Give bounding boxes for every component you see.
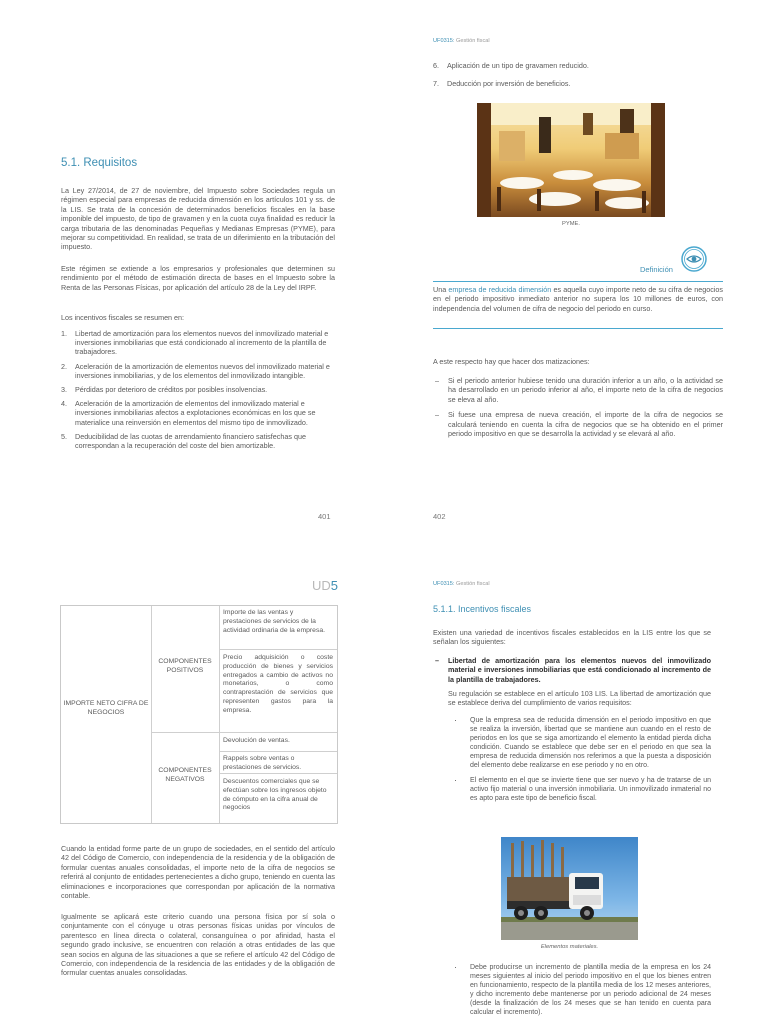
subsection-title: 5.1.1. Incentivos fiscales [433,604,532,614]
list-item: – Si el periodo anterior hubiese tenido una duración inferior a un año, o la actividad se ha desarrollado en un periodo inferior al año, el importe neto de la cifra de negocios se eleva al año. [433,376,723,404]
photo-caption: PYME. [561,221,581,227]
incentive-list [433,656,711,690]
table-cell: Precio adquisición o coste producción de bienes y servicios entregados a cambio de activos no monetarios, o como contraprestación de servicios que representen gastos para la empresa. [223,654,333,714]
paragraph: La Ley 27/2014, de 27 de noviembre, del Impuesto sobre Sociedades regula un régimen especial para empresas de reducida dimensión en los artículos 101 y ss. de la LIS. Se trata de la concesión de determinados beneficios fiscales en la base imponible del impuesto, de tipo de gravamen y en la cuota cuya finalidad es reducir la carga tributaria de las denominadas Pequeñas y Medianas Empresas (PYME), para mejorar su competitividad. En realidad, se trata de un diferimiento en la tributación del impuesto. [61,186,335,252]
paragraph: Igualmente se aplicará este criterio cuando una persona física por sí sola o conjuntamente con el cónyuge u otras personas físicas unidas por vínculos de parentesco en línea directa o colateral, consanguínea o por afinidad, hasta el segundo grado inclusive, se encuentren con relación a otras entidades de las que sean socios en alguna de las situaciones a que se refiere el artículo 42 del Código de Comercio, con independencia de la residencia de las entidades y de la obligación de formular cuentas anuales consolidadas. [61,912,335,978]
list-item: – Si fuese una empresa de nueva creación, el importe de la cifra de negocios se calculará teniendo en cuenta la cifra de negocios que se ha obtenido en el primer periodo impositivo en que se desarrolla la actividad y se elevará al año. [433,410,723,438]
table-cell: Descuentos comerciales que se efectúan sobre los ingresos objeto de cómputo en la cifra anual de negocios [223,778,327,812]
matizaciones-list [433,376,723,444]
net-turnover-table [60,605,338,824]
list-item: · El elemento en el que se invierte tiene que ser nuevo y ha de tratarse de un activo fijo material o una inversión inmobiliaria. Un inmovilizado inmaterial no es apto para este tipo de beneficio fiscal. [448,776,711,803]
list-item: 2. Aceleración de la amortización de elementos nuevos del inmovilizado material e inversiones inmobiliarias, y de los elementos del inmovilizado intangible. [61,361,330,380]
paragraph: Los incentivos fiscales se resumen en: [61,313,185,322]
restaurant-illustration [477,103,665,217]
table-positive-label: COMPONENTES POSITIVOS [158,658,212,674]
page-number: 402 [433,512,446,521]
list-item: · Que la empresa sea de reducida dimensión en el periodo impositivo en que se realiza la inversión, libertad que se mantiene aun cuando en el resto de periodos en los que se siga amortizando el elemento la entidad pierda dicha condición. Cuando se establece que debe ser en el periodo en que sea la empresa de reducida dimensión nos referimos a que la puesta a disposición del elemento debe realizarse en ese periodo y no en otro. [448,716,711,770]
running-header: UF0315: Gestión fiscal [433,581,490,587]
table-cell: Devolución de ventas. [223,737,290,744]
requirements-list-continued [448,963,711,1023]
paragraph: Cuando la entidad forme parte de un grupo de sociedades, en el sentido del artículo 42 del Código de Comercio, con independencia de la residencia y de la obligación de formular cuentas anuales consolidadas, el importe neto de la cifra de negocios se referirá al conjunto de entidades pertenecientes a dicho grupo, teniendo en cuenta las eliminaciones e incorporaciones que correspondan por aplicación de la normativa contable. [61,844,335,901]
requirements-list [448,716,711,809]
page-403 [0,530,384,1024]
table-cell: Rappels sobre ventas o prestaciones de servicios. [223,755,302,771]
page-401 [0,0,384,530]
paragraph: Su regulación se establece en el artículo 103 LIS. La libertad de amortización que se establece deriva del cumplimiento de varios requisitos: [448,689,711,708]
restaurant-photo [477,103,665,217]
paragraph: Existen una variedad de incentivos fiscales establecidos en la LIS entre los que se señalan los siguientes: [433,628,711,647]
photo-caption: Elementos materiales. [540,944,599,950]
definition-label: Definición [640,265,673,274]
list-item: – Libertad de amortización para los elementos nuevos del inmovilizado material e inversiones inmobiliarias que está condicionado al incremento de la plantilla de trabajadores. [433,656,711,684]
table-cell: Importe de las ventas y prestaciones de servicios de la actividad ordinaria de la empresa. [223,609,326,634]
list-item: · Debe producirse un incremento de plantilla media de la empresa en los 24 meses siguientes al inicio del periodo impositivo en el que los bienes entren en funcionamiento, respecto de la plantilla media de los 12 meses anteriores, y dicho incremento debe mantenerse por un periodo adicional de 24 meses (desde la finalización de los 24 meses que se han tenido en cuenta para calcular el incremento). [448,963,711,1017]
list-item: 5. Deducibilidad de las cuotas de arrendamiento financiero satisfechas que correspondan a la recuperación del coste del bien amortizable. [61,431,306,451]
definition-term: empresa de reducida dimensión [448,285,552,294]
page-number: 401 [318,512,331,521]
section-title: 5.1. Requisitos [61,157,138,169]
page-404 [384,530,768,1024]
list-item: 1. Libertad de amortización para los elementos nuevos del inmovilizado material e inversiones inmobiliarias que está condicionado al incremento de la plantilla de trabajadores. [61,329,329,357]
definition-rule [433,281,723,282]
table-negative-label: COMPONENTES NEGATIVOS [158,767,212,783]
truck-illustration [501,837,638,940]
list-item: 3. Pérdidas por deterioro de créditos por posibles insolvencias. [61,385,268,395]
list-item: 6. Aplicación de un tipo de gravamen reducido. [433,61,589,70]
definition-rule-bottom [433,328,723,329]
list-item: 4. Aceleración de la amortización de elementos del inmovilizado material e inversiones inmobiliarias afectos a explotaciones económicas en los que se materialice una reinversión en elementos del mismo tipo de inmovilizado. [61,399,316,427]
truck-photo [501,837,638,940]
incentives-list [61,329,337,455]
page-402 [384,0,768,530]
paragraph: A este respecto hay que hacer dos matizaciones: [433,357,590,366]
incentives-list-continued [433,61,723,93]
list-item: 7. Deducción por inversión de beneficios. [433,79,571,89]
running-header: UF0315: Gestión fiscal [433,38,490,44]
table-main-label: IMPORTE NETO CIFRA DE NEGOCIOS [63,700,149,716]
paragraph: Este régimen se extiende a los empresarios y profesionales que determinen su rendimiento por el método de estimación directa de bases en el Impuesto sobre la Renta de las Personas Físicas, por aplicación del artículo 28 de la Ley del IRPF. [61,264,335,292]
unit-marker: UD5 [312,578,339,593]
definition-text: Una empresa de reducida dimensión es aquella cuyo importe neto de su cifra de negocios en el periodo impositivo inmediato anterior no supera los 10 millones de euros, con independencia del volumen de cifra de negocio del periodo en curso. [433,285,724,313]
eye-icon [681,246,707,272]
